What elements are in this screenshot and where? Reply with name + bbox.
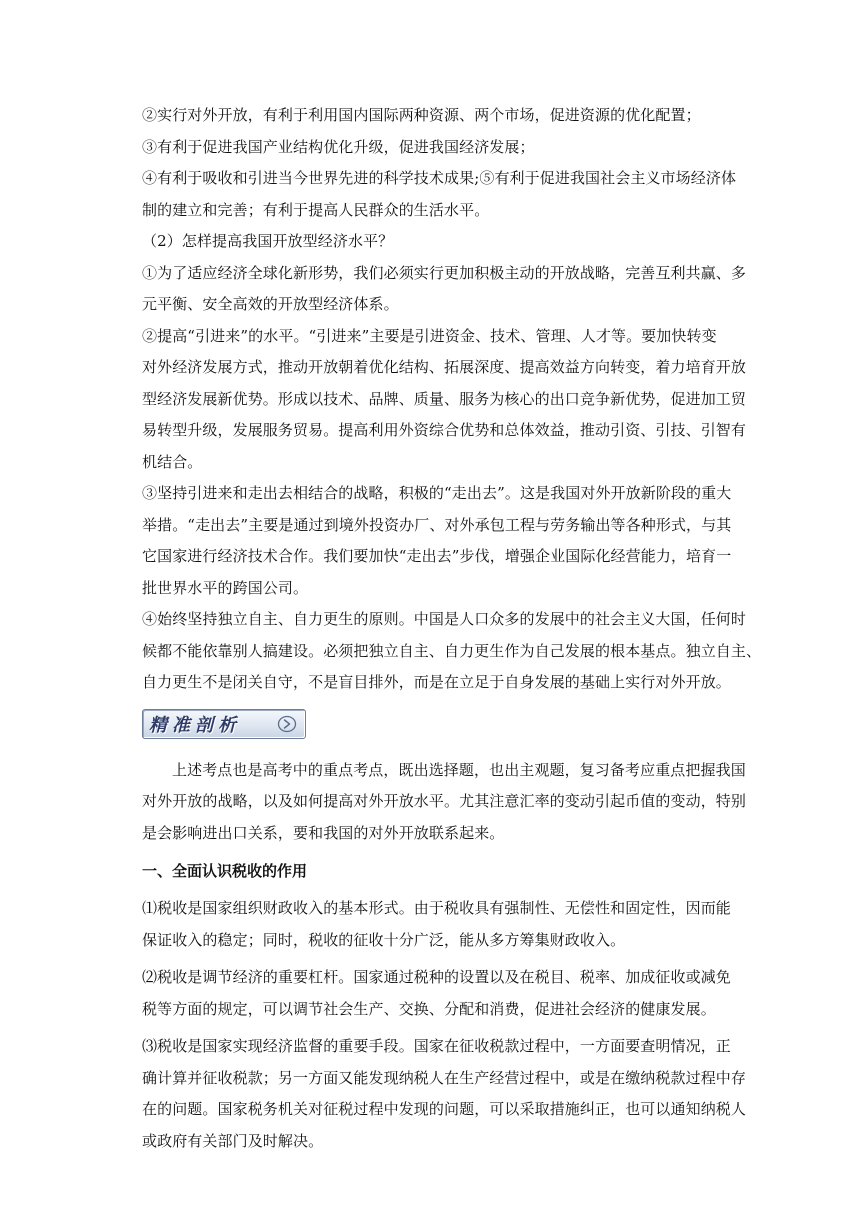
paragraph-line: ④有利于吸收和引进当今世界先进的科学技术成果;⑤有利于促进我国社会主义市场经济体 (142, 169, 737, 187)
paragraph-line: ③有利于促进我国产业结构优化升级，促进我国经济发展； (142, 137, 535, 156)
tax-item-line: 在的问题。国家税务机关对征税过程中发现的问题，可以采取措施纠正，也可以通知纳税人 (142, 1100, 747, 1118)
tax-item-line: ⑶税收是国家实现经济监督的重要手段。国家在征收税款过程中，一方面要查明情况，正 (142, 1037, 731, 1055)
paragraph-line: 机结合。 (142, 452, 203, 471)
paragraph-line: 易转型升级，发展服务贸易。提高利用外资综合优势和总体效益，推动引资、引技、引智有 (142, 421, 747, 439)
analysis-banner (142, 709, 306, 739)
paragraph-line: ④始终坚持独立自主、自力更生的原则。中国是人口众多的发展中的社会主义大国，任何时 (142, 610, 747, 628)
question-line: （2）怎样提高我国开放型经济水平？ (142, 232, 394, 250)
paragraph-line: 制的建立和完善；有利于提高人民群众的生活水平。 (142, 200, 490, 219)
paragraph-line: 元平衡、安全高效的开放型经济体系。 (142, 295, 399, 313)
tax-item-3 (142, 1031, 747, 1157)
analysis-line: 是会影响进出口关系，要和我国的对外开放联系起来。 (142, 823, 505, 842)
tax-item-1 (142, 893, 734, 956)
tax-item-line: 或政府有关部门及时解决。 (142, 1131, 324, 1150)
paragraph-line: 对外经济发展方式，推动开放朝着优化结构、拓展深度、提高效益方向转变，着力培育开放 (142, 358, 747, 376)
paragraph-line: ③坚持引进来和走出去相结合的战略，积极的“走出去”。这是我国对外开放新阶段的重大 (142, 484, 732, 502)
banner-label: 精准剖析 (149, 714, 241, 736)
circle-arrow-right-icon (277, 714, 297, 734)
tax-item-line: ⑴税收是国家组织财政收入的基本形式。由于税收具有强制性、无偿性和固定性，因而能 (142, 899, 731, 917)
opening-section (142, 100, 762, 699)
paragraph-line: 它国家进行经济技术合作。我们要加快“走出去”步伐，增强企业国际化经营能力，培育一 (142, 547, 732, 565)
tax-item-line: 税等方面的规定，可以调节社会生产、交换、分配和消费，促进社会经济的健康发展。 (142, 999, 716, 1018)
paragraph-line: 批世界水平的跨国公司。 (142, 578, 309, 597)
tax-item-line: 确计算并征收税款；另一方面又能发现纳税人在生产经营过程中，或是在缴纳税款过程中存 (142, 1068, 747, 1087)
paragraph-line: ①为了适应经济全球化新形势，我们必须实行更加积极主动的开放战略，完善互利共赢、多 (142, 263, 747, 282)
tax-item-line: ⑵税收是调节经济的重要杠杆。国家通过税种的设置以及在税目、税率、加成征收或减免 (142, 968, 731, 986)
analysis-line: 对外开放的战略，以及如何提高对外开放水平。尤其注意汇率的变动引起币值的变动，特别 (142, 792, 747, 810)
paragraph-line: ②实行对外开放，有利于利用国内国际两种资源、两个市场，促进资源的优化配置； (142, 106, 701, 124)
tax-item-line: 保证收入的稳定；同时，税收的征收十分广泛，能从多方筹集财政收入。 (142, 930, 626, 949)
paragraph-line: 自力更生不是闭关自守，不是盲目排外，而是在立足于自身发展的基础上实行对外开放。 (142, 673, 731, 691)
tax-item-2 (142, 962, 734, 1025)
paragraph-line: 型经济发展新优势。形成以技术、品牌、质量、服务为核心的出口竞争新优势，促进加工贸 (142, 389, 747, 408)
paragraph-line: ②提高“引进来”的水平。“引进来”主要是引进资金、技术、管理、人才等。要加快转变 (142, 326, 717, 345)
analysis-section (142, 755, 747, 850)
paragraph-line: 举措。“走出去”主要是通过到境外投资办厂、对外承包工程与劳务输出等各种形式，与其 (142, 515, 732, 534)
section-heading: 一、全面认识税收的作用 (142, 862, 308, 880)
paragraph-line: 候都不能依靠别人搞建设。必须把独立自主、自力更生作为自己发展的根本基点。独立自主、 (142, 641, 762, 660)
document-page (142, 100, 762, 1157)
analysis-banner-row (142, 699, 734, 749)
analysis-line: 上述考点也是高考中的重点考点，既出选择题，也出主观题，复习备考应重点把握我国 (172, 760, 746, 779)
